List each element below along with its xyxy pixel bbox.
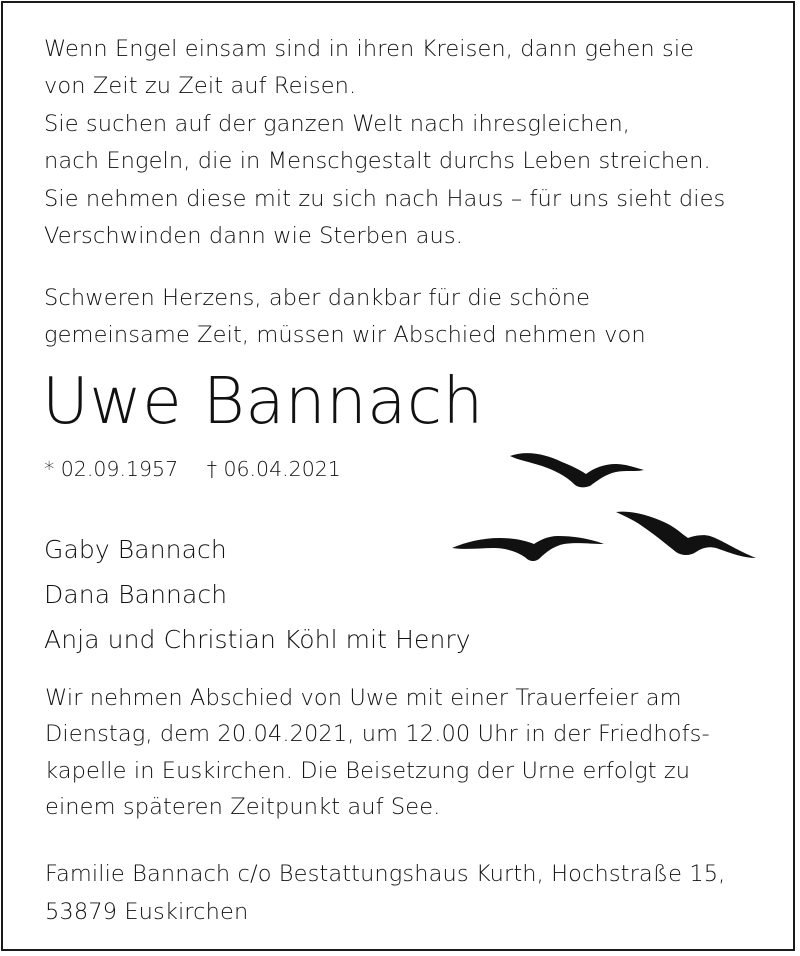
service-line: Dienstag, dem 20.04.2021, um 12.00 Uhr in der Friedhofs- bbox=[45, 721, 710, 748]
bird-icon bbox=[510, 453, 644, 487]
address-line: 53879 Euskirchen bbox=[45, 899, 249, 925]
intro-line: gemeinsame Zeit, müssen wir Abschied nehmen von bbox=[44, 322, 646, 349]
poem-line: Sie nehmen diese mit zu sich nach Haus – für uns sieht dies bbox=[44, 185, 726, 212]
life-dates bbox=[44, 452, 341, 486]
contact-address bbox=[45, 855, 725, 931]
poem-line: nach Engeln, die in Menschgestalt durchs Leben streichen. bbox=[44, 148, 711, 175]
death-date: † 06.04.2021 bbox=[206, 457, 341, 481]
funeral-service-info bbox=[45, 680, 710, 826]
bird-icon bbox=[616, 512, 756, 558]
poem-line: Sie suchen auf der ganzen Welt nach ihresgleichen, bbox=[44, 110, 631, 137]
farewell-intro bbox=[44, 280, 646, 355]
family-member: Anja und Christian Köhl mit Henry bbox=[44, 625, 471, 654]
service-line: einem späteren Zeitpunkt auf See. bbox=[45, 794, 441, 821]
family-member: Gaby Bannach bbox=[44, 535, 227, 564]
address-line: Familie Bannach c/o Bestattungshaus Kurth, Hochstraße 15, bbox=[45, 861, 726, 887]
flying-birds-icon bbox=[448, 440, 768, 580]
poem-line: Verschwinden dann wie Sterben aus. bbox=[44, 223, 463, 250]
poem-line: Wenn Engel einsam sind in ihren Kreisen, dann gehen sie bbox=[44, 36, 695, 62]
family-member: Dana Bannach bbox=[44, 580, 228, 609]
family-members bbox=[44, 527, 471, 662]
deceased-name: Uwe Bannach bbox=[42, 365, 484, 439]
poem bbox=[44, 31, 779, 255]
intro-line: Schweren Herzens, aber dankbar für die schöne bbox=[44, 285, 591, 311]
bird-icon bbox=[452, 536, 604, 561]
poem-line: von Zeit zu Zeit auf Reisen. bbox=[44, 73, 357, 100]
service-line: Wir nehmen Abschied von Uwe mit einer Trauerfeier am bbox=[45, 685, 682, 711]
birth-date: * 02.09.1957 bbox=[44, 457, 179, 481]
service-line: kapelle in Euskirchen. Die Beisetzung der Urne erfolgt zu bbox=[45, 757, 691, 784]
